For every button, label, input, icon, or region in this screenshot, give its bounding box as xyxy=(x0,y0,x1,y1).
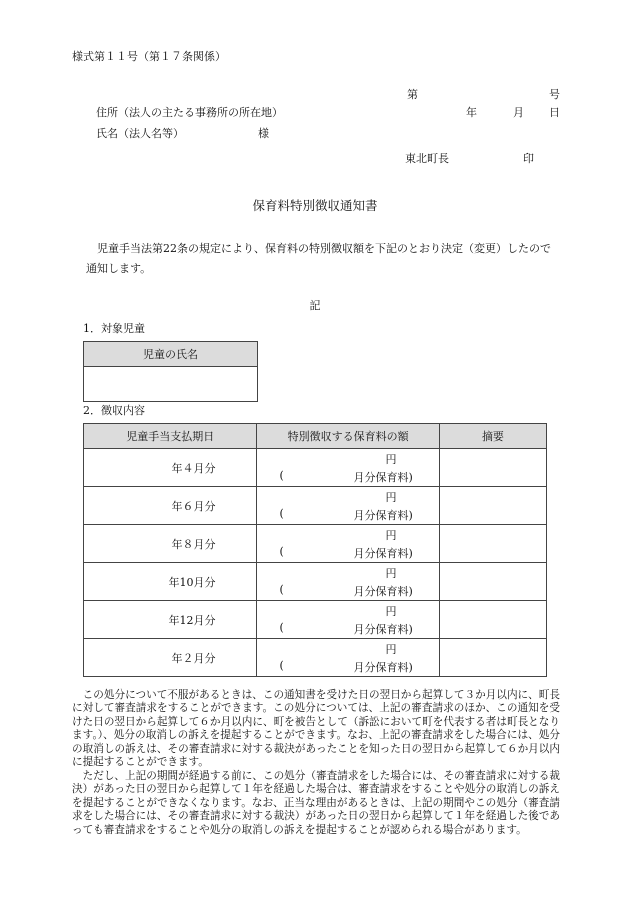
table-row xyxy=(84,601,547,639)
yen-label: 円 xyxy=(385,491,397,504)
remarks-cell xyxy=(439,639,546,677)
child-name-header: 児童の氏名 xyxy=(84,342,258,367)
yen-label: 円 xyxy=(385,643,397,656)
section2-heading: 2．徴収内容 xyxy=(83,404,145,417)
section1-heading: 1．対象児童 xyxy=(83,322,145,335)
col-remarks: 摘要 xyxy=(439,424,546,449)
table-row xyxy=(84,639,547,677)
date-day: 日 xyxy=(549,106,560,119)
doc-number-prefix: 第 xyxy=(407,88,418,101)
period-label: 年４月分 xyxy=(171,462,216,475)
address-label: 住所（法人の主たる事務所の所在地） xyxy=(96,106,283,119)
paren-open: ( xyxy=(279,545,284,558)
remarks-cell xyxy=(439,563,546,601)
period-label: 年６月分 xyxy=(171,500,216,513)
period-label: 年８月分 xyxy=(171,538,216,551)
paren-open: ( xyxy=(279,621,284,634)
yen-label: 円 xyxy=(385,453,397,466)
paren-open: ( xyxy=(279,507,284,520)
table-row xyxy=(84,449,547,487)
col-fee-amount: 特別徴収する保育料の額 xyxy=(257,424,439,449)
document-title: 保育料特別徴収通知書 xyxy=(252,198,378,213)
paren-open: ( xyxy=(279,659,284,672)
yen-label: 円 xyxy=(385,567,397,580)
month-fee-label: 月分保育料) xyxy=(353,585,413,598)
table-row xyxy=(84,525,547,563)
intro-text: 児童手当法第22条の規定により、保育料の特別徴収額を下記のとおり決定（変更）したので通知します。 xyxy=(86,242,551,275)
form-number: 様式第１１号（第１７条関係） xyxy=(72,50,226,63)
remarks-cell xyxy=(439,601,546,639)
period-label: 年10月分 xyxy=(168,576,216,589)
date-month: 月 xyxy=(513,106,524,119)
table-row xyxy=(84,487,547,525)
notice-paragraph-2: ただし、上記の期間が経過する前に、この処分（審査請求をした場合には、その審査請求に対する裁決）があった日の翌日から起算して１年を経過した場合は、審査請求をすることや処分の取消しの訴えを提起することができなくなります。なお、正当な理由があるときは、上記の期間やこの処分（審査請求をした場合には、その審査請求に対する裁決）があった日の翌日から起算して１年を経過した後であっても審査請求をすることや処分の取消しの訴えを提起することが認められる場合があります。 xyxy=(72,770,560,836)
paren-open: ( xyxy=(279,583,284,596)
name-label: 氏名（法人名等） xyxy=(96,127,184,140)
issuer: 東北町長 xyxy=(405,152,449,165)
period-label: 年12月分 xyxy=(168,614,216,627)
collection-table xyxy=(83,423,547,677)
month-fee-label: 月分保育料) xyxy=(353,623,413,636)
child-name-table xyxy=(83,341,258,402)
seal: 印 xyxy=(523,152,534,165)
doc-number-suffix: 号 xyxy=(549,88,560,101)
yen-label: 円 xyxy=(385,605,397,618)
date-year: 年 xyxy=(466,106,477,119)
col-payment-date: 児童手当支払期日 xyxy=(84,424,257,449)
honorific: 様 xyxy=(258,127,269,140)
period-label: 年２月分 xyxy=(171,652,216,665)
remarks-cell xyxy=(439,449,546,487)
remarks-cell xyxy=(439,525,546,563)
month-fee-label: 月分保育料) xyxy=(353,547,413,560)
paren-open: ( xyxy=(279,469,284,482)
month-fee-label: 月分保育料) xyxy=(353,661,413,674)
ki-mark: 記 xyxy=(309,299,321,312)
notice-paragraph-1: この処分について不服があるときは、この通知書を受けた日の翌日から起算して３か月以内に、町長に対して審査請求をすることができます。この処分については、上記の審査請求のほか、この通知を受けた日の翌日から起算して６か月以内に、町を被告として（訴訟において町を代表する者は町長となります。）、処分の取消しの訴えを提起することができます。なお、上記の審査請求をした場合には、処分の取消しの訴えは、その審査請求に対する裁決があったことを知った日の翌日から起算して６か月以内に提起することができます。 xyxy=(72,689,560,769)
table-row xyxy=(84,563,547,601)
yen-label: 円 xyxy=(385,529,397,542)
child-name-cell xyxy=(84,367,258,402)
month-fee-label: 月分保育料) xyxy=(353,509,413,522)
remarks-cell xyxy=(439,487,546,525)
month-fee-label: 月分保育料) xyxy=(353,471,413,484)
